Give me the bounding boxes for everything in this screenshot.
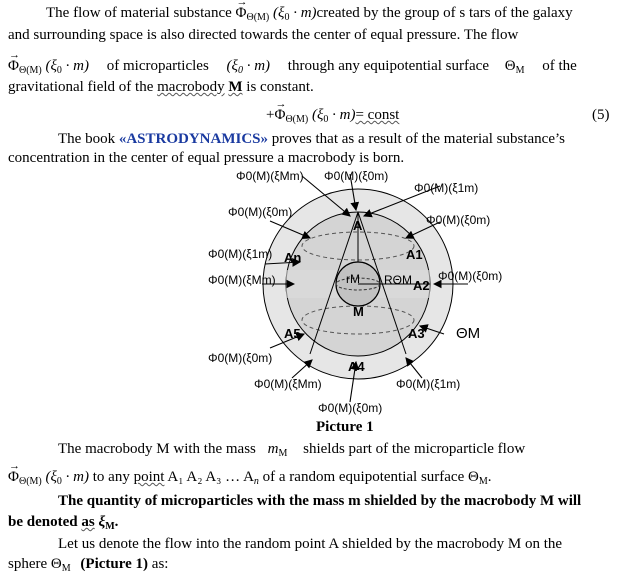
point-A2: A2 — [413, 278, 430, 293]
arrow — [292, 360, 312, 378]
points-sub: n — [253, 476, 259, 487]
text: point — [133, 469, 165, 485]
text: . — [114, 514, 119, 530]
p1-line1 — [46, 4, 573, 27]
arg-sub: 0 — [56, 65, 62, 76]
text: shields part of the microparticle flow — [303, 441, 526, 457]
theta-sub: M — [61, 563, 71, 574]
arg: (ξ — [45, 469, 57, 485]
text: . — [487, 469, 492, 485]
figure-caption — [316, 418, 374, 436]
text: A — [167, 469, 179, 485]
p4-line2 — [8, 513, 118, 536]
text: of the — [542, 58, 577, 74]
p1-line2 — [8, 26, 636, 44]
xi-sub: M — [105, 521, 115, 532]
point-A5: A5 — [284, 326, 301, 341]
point-A1: A1 — [406, 247, 423, 262]
radius-small-label: rM — [346, 272, 360, 286]
p3-line2 — [8, 468, 492, 491]
text: be denoted — [8, 514, 78, 530]
text: concentration in the center of equal pressure a macrobody is born. — [8, 150, 405, 166]
arg-sub: 0 — [284, 12, 290, 23]
text: and surrounding space is also directed towards the center of equal pressure. The flow — [8, 27, 519, 43]
points-list: ₁ A₂ A₃ … A — [178, 469, 254, 485]
text: macrobody — [157, 79, 225, 95]
flow-label: Φ0(M)(ξ0m) — [318, 401, 383, 415]
text: + — [266, 107, 275, 123]
point-An: An — [284, 250, 302, 265]
figure-svg — [200, 166, 503, 424]
text: as: — [151, 556, 169, 572]
text: (Picture 1) — [80, 556, 149, 572]
theta-symbol: Θ — [50, 556, 62, 572]
point-A4: A4 — [348, 359, 365, 374]
text: is constant. — [246, 79, 314, 95]
p1-line3 — [8, 57, 577, 80]
arg-end: · m) — [293, 5, 317, 21]
p1-line4 — [8, 78, 314, 96]
p3-line1 — [58, 440, 525, 463]
arg: (ξ — [45, 58, 57, 74]
flow-label: Φ0(M)(ξ0m) — [426, 213, 491, 227]
flow-label: Φ0(M)(ξMm) — [208, 273, 276, 287]
mass-sub: M — [278, 448, 288, 459]
text: The macrobody M with the mass — [58, 441, 256, 457]
text: Picture 1 — [316, 419, 374, 435]
point-A: A — [353, 218, 363, 233]
phi-symbol: → Φ — [8, 468, 19, 486]
flow-label: Φ0(M)(ξ0m) — [208, 351, 273, 365]
arg-copy: $(\xi_0 \cdot m)$ — [226, 58, 271, 76]
text: proves that as a result of the material substance’s — [271, 131, 566, 147]
picture-1-figure — [200, 166, 503, 424]
text: Let us denote the flow into the random point A shielded by the macrobody M on the — [58, 536, 563, 552]
arg: (ξ — [311, 107, 324, 123]
flow-label: Φ0(M)(ξ0m) — [438, 269, 503, 283]
phi-symbol: → Φ — [274, 106, 285, 124]
theta-symbol: Θ — [468, 469, 479, 485]
text: to any — [92, 469, 130, 485]
arg-sub: 0 — [323, 114, 329, 125]
book-title: «ASTRODYNAMICS» — [118, 131, 269, 147]
arg-end: · m) — [65, 58, 89, 74]
phi-sub: Θ(M) — [18, 65, 42, 76]
flow-label: Φ0(M)(ξMm) — [236, 169, 304, 183]
point-A3: A3 — [408, 326, 425, 341]
text: of microparticles — [106, 58, 209, 74]
formula-number — [592, 106, 610, 124]
text: gravitational field of the — [8, 79, 154, 95]
p5-line1 — [58, 535, 562, 553]
phi-symbol: → Φ — [8, 57, 19, 75]
flow-label: Φ0(M)(ξ1m) — [396, 377, 461, 391]
p2-line1 — [58, 130, 565, 148]
formula-5 — [266, 106, 399, 129]
surface-label: ΘM — [456, 325, 481, 342]
text: as — [81, 514, 95, 530]
text: (5) — [592, 107, 610, 123]
macrobody-label: M — [353, 304, 364, 319]
flow-label: Φ0(M)(ξ0m) — [324, 169, 389, 183]
p4-line1 — [58, 492, 581, 510]
arg-end: · m) — [65, 469, 89, 485]
phi-symbol: → Φ — [236, 4, 247, 22]
phi-sub: Θ(M) — [285, 114, 309, 125]
text: sphere — [8, 556, 48, 572]
p5-line2 — [8, 555, 168, 578]
arg-sub: 0 — [56, 476, 62, 487]
phi-sub: Θ(M) — [246, 12, 270, 23]
flow-label: Φ0(M)(ξMm) — [254, 377, 322, 391]
text: = const — [355, 107, 400, 123]
flow-label: Φ0(M)(ξ1m) — [414, 181, 479, 195]
theta-sub: M — [515, 65, 525, 76]
text: through any equipotential surface — [287, 58, 489, 74]
text: The book — [58, 131, 116, 147]
arg-end: · m) — [332, 107, 356, 123]
text: The flow of material substance — [46, 5, 232, 21]
flow-label: Φ0(M)(ξ0m) — [228, 205, 293, 219]
xi-symbol: ξ — [98, 514, 106, 530]
theta-sub: M — [478, 476, 488, 487]
theta-symbol: Θ — [504, 58, 516, 74]
text: M — [228, 79, 243, 95]
flow-label: Φ0(M)(ξ1m) — [208, 247, 273, 261]
text: of a random equipotential surface — [262, 469, 465, 485]
mass-symbol: m — [267, 441, 279, 457]
text: The quantity of microparticles with the mass m shielded by the macrobody M will — [58, 493, 582, 509]
p2-line2 — [8, 149, 404, 167]
radius-label: RΘM — [384, 273, 412, 287]
arg: (ξ — [273, 5, 285, 21]
text: created by the group of s tars of the galaxy — [316, 5, 573, 21]
phi-sub: Θ(M) — [18, 476, 42, 487]
